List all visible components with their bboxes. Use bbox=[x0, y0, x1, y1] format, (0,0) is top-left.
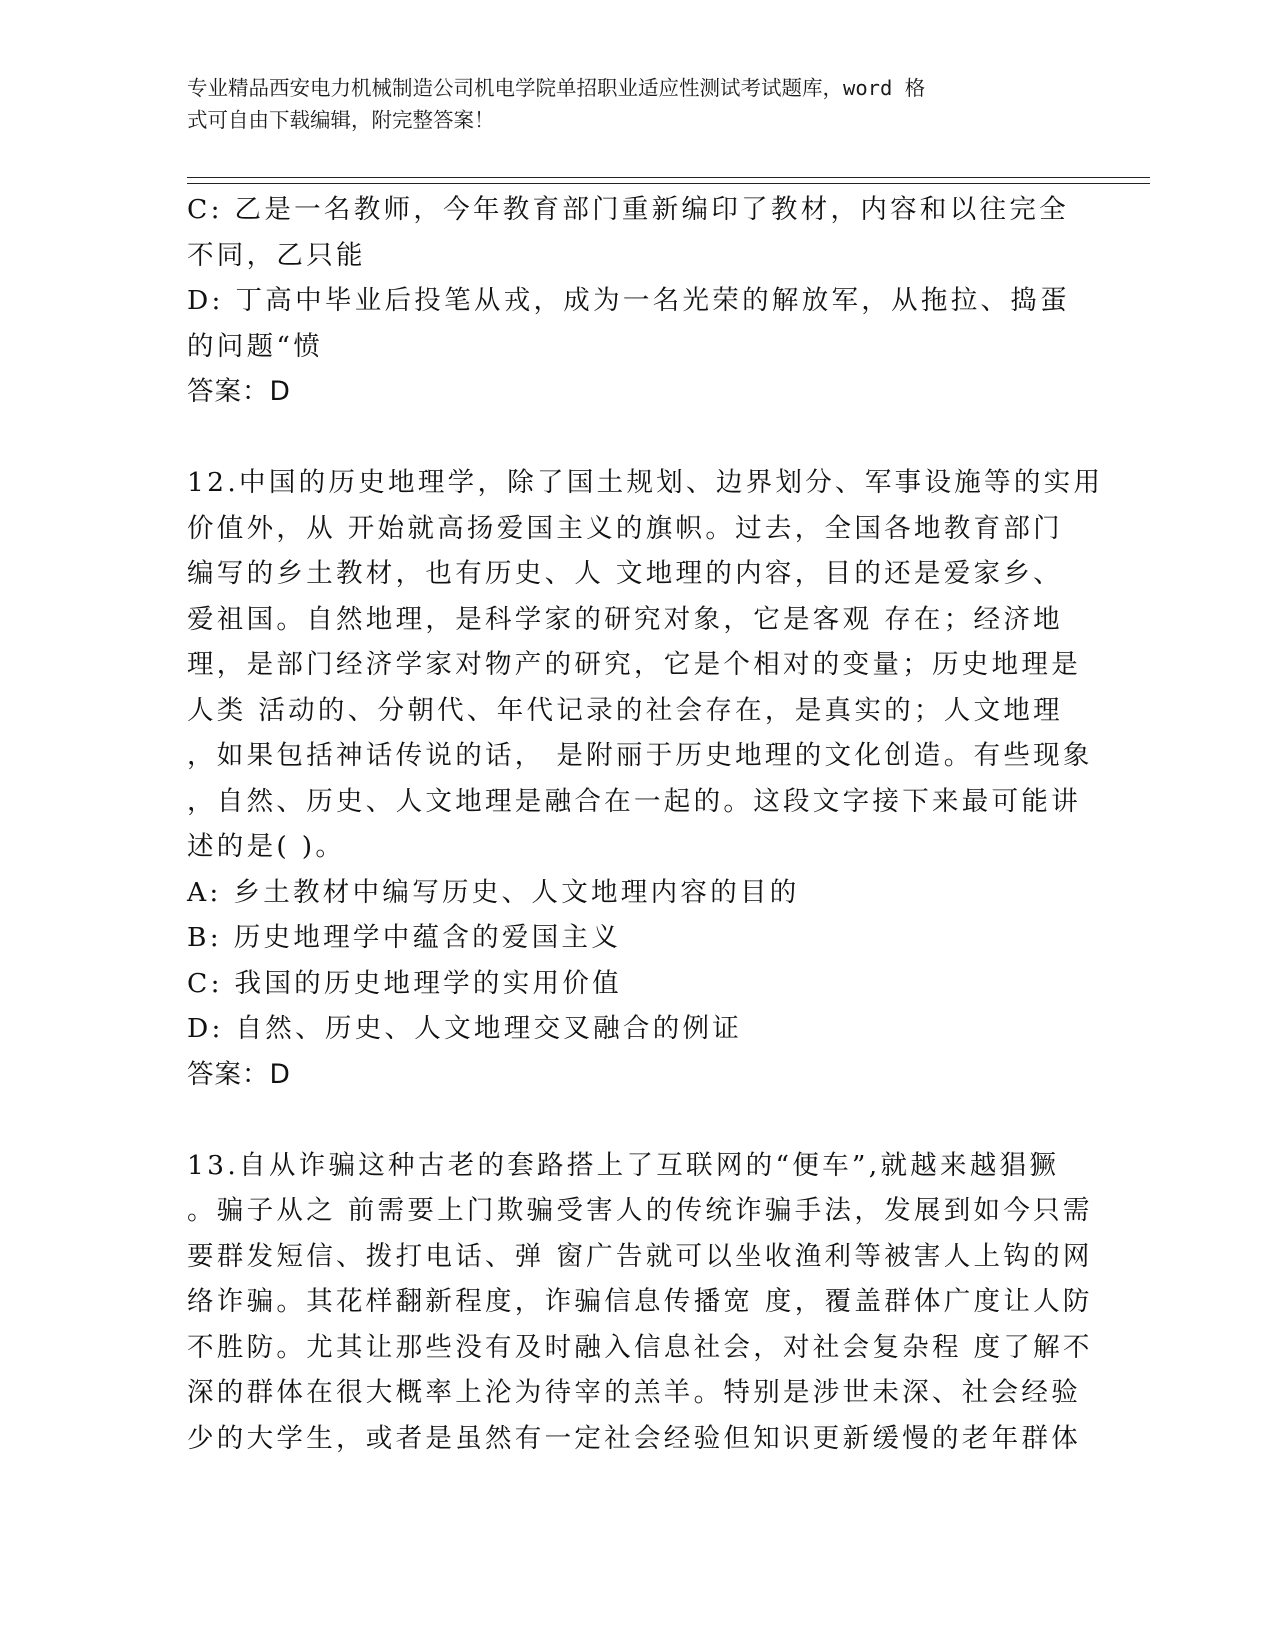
question-stem-line: 少的大学生，或者是虽然有一定社会经验但知识更新缓慢的老年群体 bbox=[187, 1422, 1081, 1454]
header-line-2: 式可自由下载编辑，附完整答案！ bbox=[187, 108, 495, 132]
option-c-line-1: C: 乙是一名教师，今年教育部门重新编印了教材，内容和以往完全 bbox=[187, 194, 1069, 225]
question-stem-line: 12.中国的历史地理学，除了国土规划、边界划分、军事设施等的实用 bbox=[187, 467, 1104, 498]
question-stem-line: 理，是部门经济学家对物产的研究，它是个相对的变量；历史地理是 bbox=[187, 649, 1081, 680]
option-d-line-2: 的问题“愤 bbox=[187, 330, 324, 362]
option-d-line-1: D: 丁高中毕业后投笔从戎，成为一名光荣的解放军，从拖拉、捣蛋 bbox=[187, 285, 1070, 316]
answer-label: 答案：D bbox=[187, 1058, 291, 1090]
question-stem-line: 价值外，从 开始就高扬爱国主义的旗帜。过去，全国各地教育部门 bbox=[187, 512, 1063, 544]
question-12 bbox=[187, 460, 1104, 1097]
question-stem-line: 爱祖国。自然地理，是科学家的研究对象，它是客观 存在；经济地 bbox=[187, 603, 1063, 635]
header-divider-top bbox=[187, 177, 1150, 178]
question-stem-line: 述的是( )。 bbox=[187, 831, 346, 862]
question-stem-line: 不胜防。尤其让那些没有及时融入信息社会，对社会复杂程 度了解不 bbox=[187, 1331, 1093, 1363]
spacer bbox=[187, 415, 1087, 461]
question-stem-line: ，自然、历史、人文地理是融合在一起的。这段文字接下来最可能讲 bbox=[187, 785, 1081, 817]
document-body bbox=[187, 187, 1104, 1461]
answer-label: 答案：D bbox=[187, 376, 291, 407]
question-stem-line: 络诈骗。其花样翻新程度，诈骗信息传播宽 度，覆盖群体广度让人防 bbox=[187, 1286, 1093, 1317]
option-c: C: 我国的历史地理学的实用价值 bbox=[187, 967, 622, 999]
question-11-tail bbox=[187, 187, 1087, 415]
option-a: A: 乡土教材中编写历史、人文地理内容的目的 bbox=[187, 876, 800, 908]
option-d: D: 自然、历史、人文地理交叉融合的例证 bbox=[187, 1013, 743, 1044]
question-stem-line: 要群发短信、拨打电话、弹 窗广告就可以坐收渔利等被害人上钩的网 bbox=[187, 1240, 1093, 1272]
question-stem-line: ，如果包括神话传说的话， 是附丽于历史地理的文化创造。有些现象 bbox=[187, 740, 1093, 771]
question-13 bbox=[187, 1143, 1093, 1462]
option-b: B: 历史地理学中蕴含的爱国主义 bbox=[187, 922, 622, 953]
question-stem-line: 编写的乡土教材，也有历史、人 文地理的内容，目的还是爱家乡、 bbox=[187, 558, 1063, 589]
option-c-line-2: 不同，乙只能 bbox=[187, 239, 366, 271]
question-stem-line: 。骗子从之 前需要上门欺骗受害人的传统诈骗手法，发展到如今只需 bbox=[187, 1195, 1093, 1226]
question-stem-line: 13.自从诈骗这种古老的套路搭上了互联网的“便车”,就越来越猖獗 bbox=[187, 1149, 1060, 1181]
header-line-1: 专业精品西安电力机械制造公司机电学院单招职业适应性测试考试题库，word 格 bbox=[187, 76, 926, 100]
spacer bbox=[187, 1097, 1087, 1143]
question-stem-line: 深的群体在很大概率上沦为待宰的羔羊。特别是涉世未深、社会经验 bbox=[187, 1377, 1081, 1408]
page-header bbox=[187, 72, 1067, 136]
header-divider-bottom bbox=[187, 183, 1150, 184]
question-stem-line: 人类 活动的、分朝代、年代记录的社会存在，是真实的；人文地理 bbox=[187, 694, 1063, 726]
